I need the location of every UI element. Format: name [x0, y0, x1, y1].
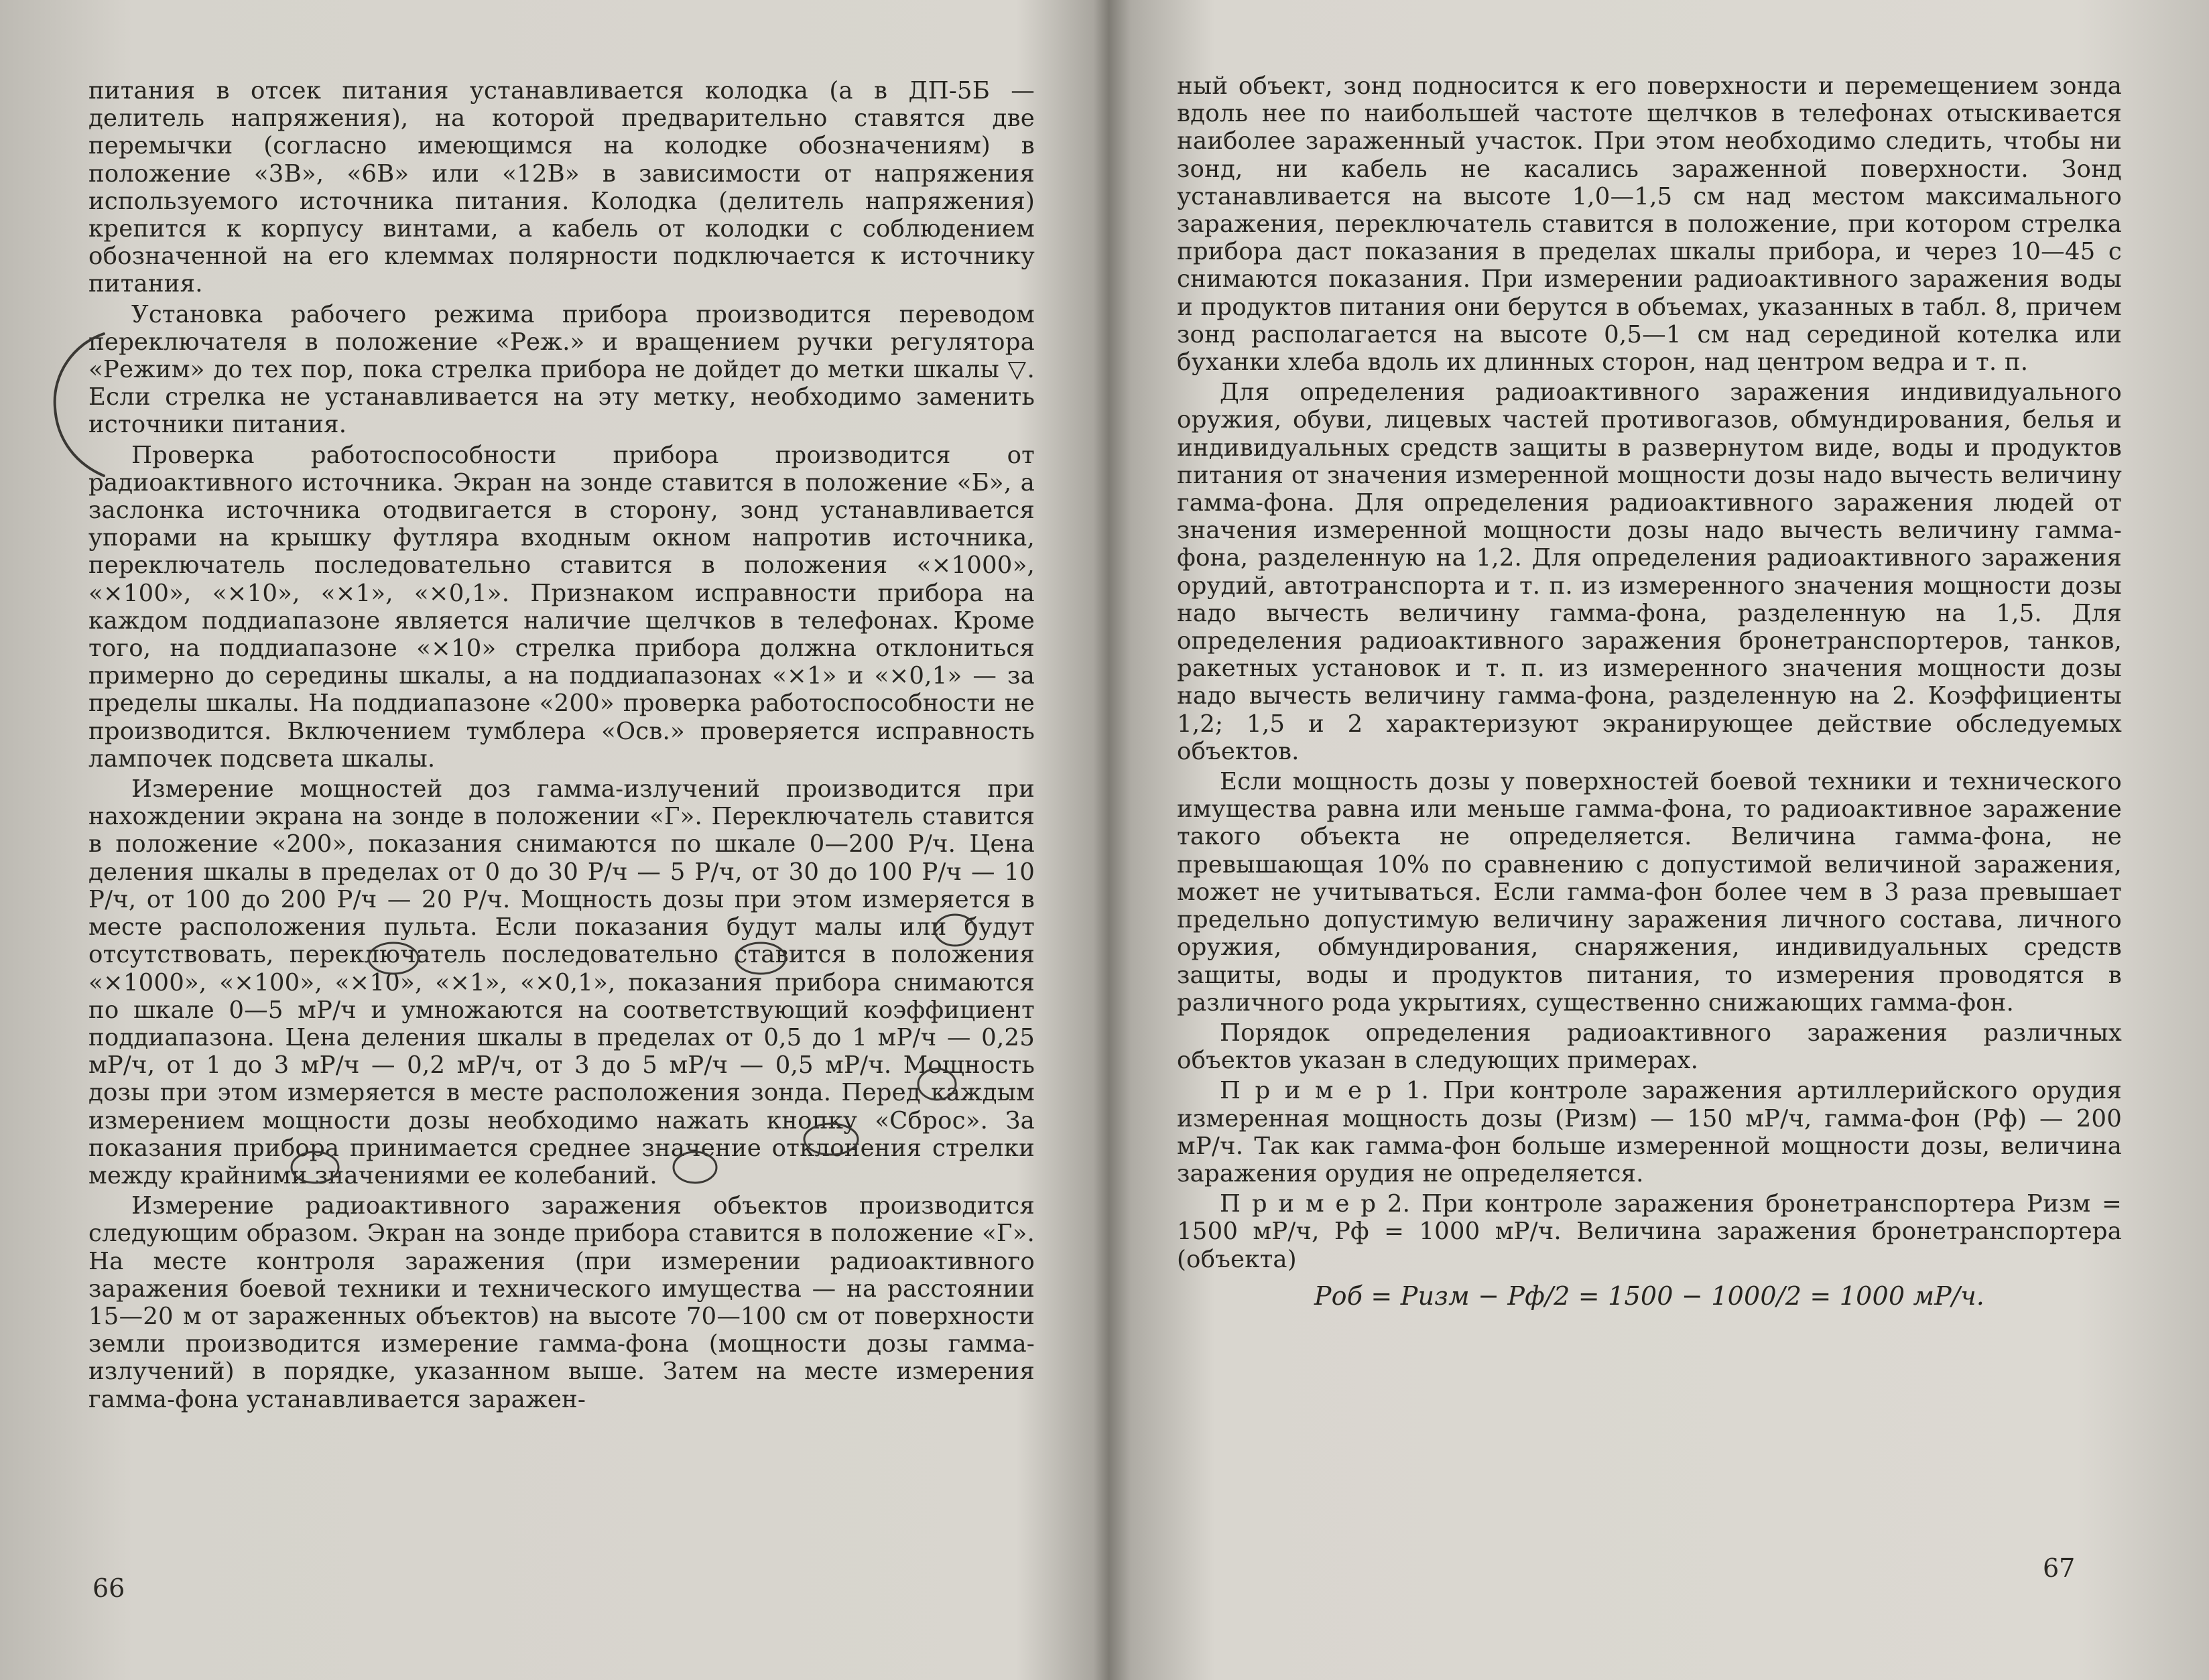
left-paragraph-3: Проверка работоспособности прибора производится от радиоактивного источника. Экран на зонде ставится в положение «Б», а заслонка источника отодвигается в сторону, зонд устанавливается упорами на крышку футляра входным окном напротив источника, переключатель последовательно ставится в положения «×1000», «×100», «×10», «×1», «×0,1». Признаком исправности прибора на каждом поддиапазоне является наличие щелчков в телефонах. Кроме того, на поддиапазоне «×10» стрелка прибора должна отклониться примерно до середины шкалы, а на поддиапазонах «×1» и «×0,1» — за пределы шкалы. На поддиапазоне «200» проверка работоспособности не производится. Включением тумблера «Осв.» проверяется исправность лампочек подсвета шкалы.	[88, 441, 1035, 773]
right-paragraph-3: Если мощность дозы у поверхностей боевой техники и технического имущества равна или меньше гамма-фона, то радиоактивное заражение такого объекта не определяется. Величина гамма-фона, не превышающая 10% по сравнению с допустимой величиной заражения, может не учитываться. Если гамма-фон более чем в 3 раза превышает предельно допустимую величину заражения личного состава, личного оружия, обмундирования, снаряжения, индивидуальных средств защиты, воды и продуктов питания, то измерения проводятся в различного рода укрытиях, существенно снижающих гамма-фон.	[1177, 768, 2122, 1017]
right-paragraph-1: ный объект, зонд подносится к его поверхности и перемещением зонда вдоль нее по наибольшей частоте щелчков в телефонах отыскивается наиболее зараженный участок. При этом необходимо следить, чтобы ни зонд, ни кабель не касались зараженной поверхности. Зонд устанавливается на высоте 1,0—1,5 см над местом максимального заражения, переключатель ставится в положение, при котором стрелка прибора даст показания в пределах шкалы прибора, и через 10—45 с снимаются показания. При измерении радиоактивного заражения воды и продуктов питания они берутся в объемах, указанных в табл. 8, причем зонд располагается на высоте 0,5—1 см над серединой котелка или буханки хлеба вдоль их длинных сторон, над центром ведра и т. п.	[1177, 72, 2122, 377]
right-paragraph-5: П р и м е р 1. При контроле заражения артиллерийского орудия измеренная мощность дозы (Pизм) — 150 мР/ч, гамма-фон (Pф) — 200 мР/ч. Так как гамма-фон больше измеренной мощности дозы, величина заражения орудия не определяется.	[1177, 1077, 2122, 1187]
right-page-number: 67	[2043, 1553, 2076, 1583]
left-page-text	[88, 77, 1035, 1413]
left-page-number: 66	[92, 1573, 125, 1603]
left-paragraph-2: Установка рабочего режима прибора производится переводом переключателя в положение «Реж.» и вращением ручки регулятора «Режим» до тех пор, пока стрелка прибора не дойдет до метки шкалы ▽. Если стрелка не устанавливается на эту метку, необходимо заменить источники питания.	[88, 300, 1035, 439]
left-paragraph-5: Измерение радиоактивного заражения объектов производится следующим образом. Экран на зонде прибора ставится в положение «Г». На месте контроля заражения (при измерении радиоактивного заражения боевой техники и технического имущества — на расстоянии 15—20 м от зараженных объектов) на высоте 70—100 см от поверхности земли производится измерение гамма-фона (мощности дозы гамма-излучений) в порядке, указанном выше. Затем на месте измерения гамма-фона устанавливается заражен-	[88, 1192, 1035, 1413]
right-paragraph-4: Порядок определения радиоактивного заражения различных объектов указан в следующих примерах.	[1177, 1019, 2122, 1075]
right-paragraph-2: Для определения радиоактивного заражения индивидуального оружия, обуви, лицевых частей противогазов, обмундирования, белья и индивидуальных средств защиты в развернутом виде, воды и продуктов питания от значения измеренной мощности дозы надо вычесть величину гамма-фона. Для определения радиоактивного заражения людей от значения измеренной мощности дозы надо вычесть величину гамма-фона, разделенную на 1,2. Для определения радиоактивного заражения орудий, автотранспорта и т. п. из измеренного значения мощности дозы надо вычесть величину гамма-фона, разделенную на 1,5. Для определения радиоактивного заражения бронетранспортеров, танков, ракетных установок и т. п. из измеренного значения мощности дозы надо вычесть величину гамма-фона, разделенную на 2. Коэффициенты 1,2; 1,5 и 2 характеризуют экранирующее действие обследуемых объектов.	[1177, 379, 2122, 765]
right-page-text	[1177, 72, 2122, 1310]
left-paragraph-4: Измерение мощностей доз гамма-излучений производится при нахождении экрана на зонде в положении «Г». Переключатель ставится в положение «200», показания снимаются по шкале 0—200 Р/ч. Цена деления шкалы в пределах от 0 до 30 Р/ч — 5 Р/ч, от 30 до 100 Р/ч — 10 Р/ч, от 100 до 200 Р/ч — 20 Р/ч. Мощность дозы при этом измеряется в месте расположения пульта. Если показания будут малы или будут отсутствовать, переключатель последовательно ставится в положения «×1000», «×100», «×10», «×1», «×0,1», показания прибора снимаются по шкале 0—5 мР/ч и умножаются на соответствующий коэффициент поддиапазона. Цена деления шкалы в пределах от 0,5 до 1 мР/ч — 0,25 мР/ч, от 1 до 3 мР/ч — 0,2 мР/ч, от 3 до 5 мР/ч — 0,5 мР/ч. Мощность дозы при этом измеряется в месте расположения зонда. Перед каждым измерением мощности дозы необходимо нажать кнопку «Сброс». За показания прибора принимается среднее значение отклонения стрелки между крайними значениями ее колебаний.	[88, 775, 1035, 1189]
right-paragraph-6: П р и м е р 2. При контроле заражения бронетранспортера Pизм = 1500 мР/ч, Pф = 1000 мР/ч. Величина заражения бронетранспортера (объекта)	[1177, 1190, 2122, 1273]
right-page	[1110, 0, 2209, 1680]
formula: Pоб = Pизм − Pф/2 = 1500 − 1000/2 = 1000 мР/ч.	[1314, 1281, 1985, 1311]
left-page	[0, 0, 1099, 1680]
left-paragraph-1: питания в отсек питания устанавливается колодка (а в ДП-5Б — делитель напряжения), на которой предварительно ставятся две перемычки (согласно имеющимся на колодке обозначениям) в положение «3В», «6В» или «12В» в зависимости от напряжения используемого источника питания. Колодка (делитель напряжения) крепится к корпусу винтами, а кабель от колодки с соблюдением обозначенной на его клеммах полярности подключается к источнику питания.	[88, 77, 1035, 298]
